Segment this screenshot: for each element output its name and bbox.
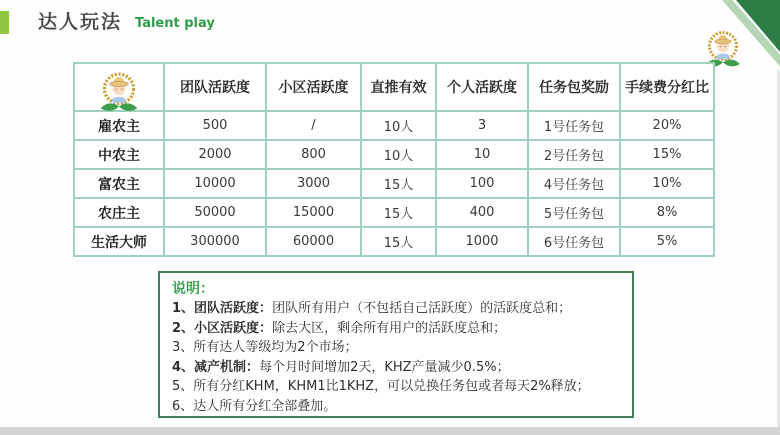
note-item: 3、所有达人等级均为2个市场； xyxy=(172,340,358,355)
logo-header-cell xyxy=(74,63,164,111)
table-row xyxy=(74,227,714,256)
value-cell-fee: 10% xyxy=(620,169,714,198)
value-cell-package: 4号任务包 xyxy=(528,169,620,198)
value-cell-personal: 100 xyxy=(436,169,528,198)
value-cell-team: 300000 xyxy=(164,227,266,256)
column-header-direct: 直推有效 xyxy=(361,63,436,111)
page-header xyxy=(0,9,215,35)
note-item: 5、所有分红KHM，KHM1比1KHZ，可以兑换任务包或者每天2%释放； xyxy=(172,379,590,394)
value-cell-community: 800 xyxy=(266,140,361,169)
value-cell-package: 2号任务包 xyxy=(528,140,620,169)
notes-box xyxy=(158,271,634,418)
bottom-edge-strip xyxy=(0,427,780,435)
column-header-fee: 手续费分红比 xyxy=(620,63,714,111)
talent-levels-table xyxy=(73,62,715,257)
value-cell-community: / xyxy=(266,111,361,140)
value-cell-direct: 15人 xyxy=(361,198,436,227)
table-row xyxy=(74,140,714,169)
value-cell-team: 10000 xyxy=(164,169,266,198)
page-subtitle: Talent play xyxy=(135,16,215,31)
value-cell-team: 500 xyxy=(164,111,266,140)
level-cell: 农庄主 xyxy=(74,198,164,227)
column-header-community: 小区活跃度 xyxy=(266,63,361,111)
value-cell-fee: 5% xyxy=(620,227,714,256)
value-cell-package: 1号任务包 xyxy=(528,111,620,140)
note-item: 4、减产机制：每个月时间增加2天，KHZ产量减少0.5%； xyxy=(172,359,510,375)
table-logo-icon xyxy=(92,65,146,109)
value-cell-package: 5号任务包 xyxy=(528,198,620,227)
level-cell: 中农主 xyxy=(74,140,164,169)
level-cell: 富农主 xyxy=(74,169,164,198)
table-row xyxy=(74,198,714,227)
value-cell-fee: 8% xyxy=(620,198,714,227)
value-cell-direct: 10人 xyxy=(361,140,436,169)
value-cell-personal: 1000 xyxy=(436,227,528,256)
note-item: 6、达人所有分红全部叠加。 xyxy=(172,398,337,414)
page-title: 达人玩法 xyxy=(38,11,123,33)
notes-heading: 说明： xyxy=(172,281,214,297)
column-header-package: 任务包奖励 xyxy=(528,63,620,111)
value-cell-community: 60000 xyxy=(266,227,361,256)
column-header-team: 团队活跃度 xyxy=(164,63,266,111)
table-row xyxy=(74,111,714,140)
note-item: 2、小区活跃度：除去大区，剩余所有用户的活跃度总和； xyxy=(172,320,507,336)
value-cell-team: 2000 xyxy=(164,140,266,169)
column-header-personal: 个人活跃度 xyxy=(436,63,528,111)
value-cell-community: 3000 xyxy=(266,169,361,198)
value-cell-direct: 15人 xyxy=(361,227,436,256)
note-item: 1、团队活跃度：团队所有用户（不包括自己活跃度）的活跃度总和； xyxy=(172,301,572,316)
value-cell-personal: 10 xyxy=(436,140,528,169)
value-cell-direct: 10人 xyxy=(361,111,436,140)
value-cell-fee: 20% xyxy=(620,111,714,140)
value-cell-personal: 3 xyxy=(436,111,528,140)
level-cell: 生活大师 xyxy=(74,227,164,256)
table-header-row xyxy=(74,63,714,111)
notes-list xyxy=(172,299,620,416)
table-row xyxy=(74,169,714,198)
level-cell: 雇农主 xyxy=(74,111,164,140)
value-cell-team: 50000 xyxy=(164,198,266,227)
value-cell-direct: 15人 xyxy=(361,169,436,198)
title-accent-block xyxy=(0,11,9,34)
value-cell-package: 6号任务包 xyxy=(528,227,620,256)
value-cell-personal: 400 xyxy=(436,198,528,227)
value-cell-community: 15000 xyxy=(266,198,361,227)
value-cell-fee: 15% xyxy=(620,140,714,169)
